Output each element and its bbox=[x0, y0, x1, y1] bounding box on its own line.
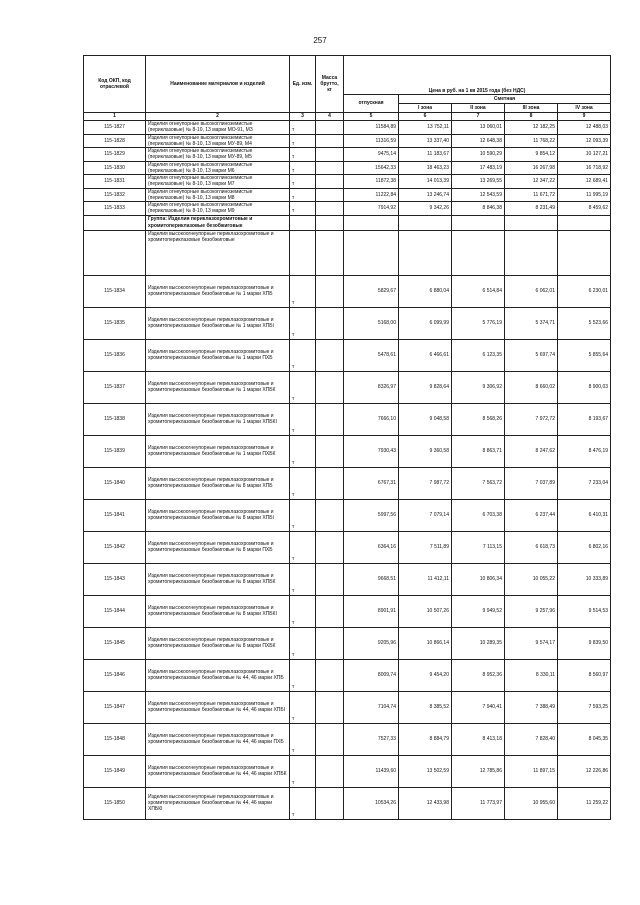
header-estimate-price: Сметная bbox=[399, 95, 611, 104]
price-zone-2: 7 940,41 bbox=[452, 691, 505, 723]
price-release: 7104,74 bbox=[344, 691, 399, 723]
empty-cell bbox=[84, 230, 146, 275]
price-zone-1: 10 507,26 bbox=[399, 595, 452, 627]
price-zone-2: 5 776,19 bbox=[452, 307, 505, 339]
item-mass bbox=[316, 435, 344, 467]
empty-cell bbox=[452, 215, 505, 230]
item-mass bbox=[316, 188, 344, 202]
price-zone-1: 7 987,72 bbox=[399, 467, 452, 499]
table-row bbox=[84, 691, 611, 723]
item-code: 115-1828 bbox=[84, 134, 146, 148]
price-zone-3: 8 247,62 bbox=[505, 435, 558, 467]
item-code: 115-1838 bbox=[84, 403, 146, 435]
column-number: 3 bbox=[290, 113, 316, 121]
item-code: 115-1841 bbox=[84, 499, 146, 531]
item-code: 115-1840 bbox=[84, 467, 146, 499]
price-release: 5168,00 bbox=[344, 307, 399, 339]
column-number-row bbox=[84, 113, 611, 121]
header-zone-1: I зона bbox=[399, 104, 452, 113]
price-zone-3: 8 231,49 bbox=[505, 202, 558, 216]
table-row bbox=[84, 499, 611, 531]
item-code: 115-1850 bbox=[84, 787, 146, 819]
item-name: Изделия огнеупорные высокоглиноземистые (периклазовые) № 8-10, 13 марки М9 bbox=[146, 202, 290, 216]
price-zone-1: 10 866,14 bbox=[399, 627, 452, 659]
price-zone-1: 11 183,67 bbox=[399, 148, 452, 162]
price-zone-4: 6 230,01 bbox=[558, 275, 611, 307]
table-row bbox=[84, 121, 611, 135]
price-release: 6767,31 bbox=[344, 467, 399, 499]
price-zone-4: 12 093,39 bbox=[558, 134, 611, 148]
item-unit: т bbox=[290, 202, 316, 216]
item-name: Изделия высокоогнеупорные периклазохромитовые и хромитопериклазовые безобжиговые № 8 марки ХПБІ bbox=[146, 499, 290, 531]
price-release: 11439,60 bbox=[344, 755, 399, 787]
price-zone-4: 8 045,35 bbox=[558, 723, 611, 755]
price-zone-1: 13 337,40 bbox=[399, 134, 452, 148]
price-zone-1: 6 466,61 bbox=[399, 339, 452, 371]
header-code: Код ОКП, код отраслевой bbox=[84, 56, 146, 113]
price-release: 11584,89 bbox=[344, 121, 399, 135]
item-code: 115-1846 bbox=[84, 659, 146, 691]
item-code: 115-1832 bbox=[84, 188, 146, 202]
price-zone-3: 10 055,22 bbox=[505, 563, 558, 595]
price-release: 8901,91 bbox=[344, 595, 399, 627]
table-row bbox=[84, 595, 611, 627]
item-code: 115-1843 bbox=[84, 563, 146, 595]
item-code: 115-1849 bbox=[84, 755, 146, 787]
price-zone-4: 12 226,86 bbox=[558, 755, 611, 787]
item-unit: т bbox=[290, 403, 316, 435]
item-mass bbox=[316, 275, 344, 307]
item-mass bbox=[316, 161, 344, 175]
empty-cell bbox=[290, 215, 316, 230]
item-mass bbox=[316, 595, 344, 627]
empty-cell bbox=[558, 215, 611, 230]
column-number: 9 bbox=[558, 113, 611, 121]
item-name: Изделия огнеупорные высокоглиноземистые (периклазовые) № 8-10, 13 марки МУ-89, М5 bbox=[146, 148, 290, 162]
item-unit: т bbox=[290, 499, 316, 531]
header-mass: Масса брутто, кг bbox=[316, 56, 344, 113]
price-zone-1: 12 433,98 bbox=[399, 787, 452, 819]
group-row bbox=[84, 215, 611, 230]
item-unit: т bbox=[290, 134, 316, 148]
price-zone-3: 11 671,72 bbox=[505, 188, 558, 202]
item-name: Изделия высокоогнеупорные периклазохромитовые и хромитопериклазовые безобжиговые № 1 марки ПХБ bbox=[146, 339, 290, 371]
item-unit: т bbox=[290, 121, 316, 135]
price-zone-3: 7 388,49 bbox=[505, 691, 558, 723]
price-zone-3: 16 267,98 bbox=[505, 161, 558, 175]
item-code: 115-1827 bbox=[84, 121, 146, 135]
price-release: 7930,43 bbox=[344, 435, 399, 467]
table-row bbox=[84, 307, 611, 339]
price-zone-4: 6 410,31 bbox=[558, 499, 611, 531]
price-zone-1: 11 412,11 bbox=[399, 563, 452, 595]
item-mass bbox=[316, 659, 344, 691]
column-number: 8 bbox=[505, 113, 558, 121]
item-unit: т bbox=[290, 563, 316, 595]
item-mass bbox=[316, 723, 344, 755]
item-code: 115-1830 bbox=[84, 161, 146, 175]
price-release: 9205,96 bbox=[344, 627, 399, 659]
item-name: Изделия высокоогнеупорные периклазохромитовые и хромитопериклазовые безобжиговые № 44, 46 марки ПХБ bbox=[146, 723, 290, 755]
price-zone-1: 9 048,58 bbox=[399, 403, 452, 435]
table-row bbox=[84, 563, 611, 595]
page-number: 257 bbox=[313, 36, 327, 45]
price-release: 11316,59 bbox=[344, 134, 399, 148]
price-zone-1: 9 828,64 bbox=[399, 371, 452, 403]
table-row bbox=[84, 175, 611, 189]
item-mass bbox=[316, 202, 344, 216]
item-code: 115-1844 bbox=[84, 595, 146, 627]
table-row bbox=[84, 755, 611, 787]
item-unit: т bbox=[290, 275, 316, 307]
column-number: 1 bbox=[84, 113, 146, 121]
empty-cell bbox=[290, 230, 316, 275]
price-zone-2: 8 568,26 bbox=[452, 403, 505, 435]
header-price: Цена в руб. на 1 кв 2015 года (без НДС) bbox=[344, 56, 611, 95]
item-code: 115-1842 bbox=[84, 531, 146, 563]
price-zone-3: 12 347,22 bbox=[505, 175, 558, 189]
item-unit: т bbox=[290, 175, 316, 189]
header-unit: Ед. изм. bbox=[290, 56, 316, 113]
price-release: 6364,16 bbox=[344, 531, 399, 563]
item-unit: т bbox=[290, 723, 316, 755]
item-name: Изделия огнеупорные высокоглиноземистые (периклазовые) № 8-10, 13 марки М6 bbox=[146, 161, 290, 175]
empty-cell bbox=[316, 215, 344, 230]
item-code: 115-1836 bbox=[84, 339, 146, 371]
item-code: 115-1847 bbox=[84, 691, 146, 723]
price-zone-4: 8 476,19 bbox=[558, 435, 611, 467]
item-name: Изделия высокоогнеупорные периклазохромитовые и хромитопериклазовые безобжиговые № 1 марки ХПБ bbox=[146, 275, 290, 307]
item-mass bbox=[316, 467, 344, 499]
price-zone-2: 11 773,97 bbox=[452, 787, 505, 819]
table-row bbox=[84, 723, 611, 755]
table-row bbox=[84, 202, 611, 216]
price-zone-2: 7 563,72 bbox=[452, 467, 505, 499]
price-zone-4: 5 523,66 bbox=[558, 307, 611, 339]
column-number: 4 bbox=[316, 113, 344, 121]
item-mass bbox=[316, 691, 344, 723]
price-release: 5997,56 bbox=[344, 499, 399, 531]
item-unit: т bbox=[290, 161, 316, 175]
price-zone-3: 9 257,96 bbox=[505, 595, 558, 627]
item-name: Изделия огнеупорные высокоглиноземистые (периклазовые) № 8-10, 13 марки МУ-89, М4 bbox=[146, 134, 290, 148]
table-row bbox=[84, 134, 611, 148]
price-zone-2: 17 483,19 bbox=[452, 161, 505, 175]
price-zone-2: 6 703,38 bbox=[452, 499, 505, 531]
item-unit: т bbox=[290, 339, 316, 371]
table-row bbox=[84, 148, 611, 162]
header-name: Наименование материалов и изделий bbox=[146, 56, 290, 113]
item-name: Изделия высокоогнеупорные периклазохромитовые и хромитопериклазовые безобжиговые № 1 марки ХПБІ bbox=[146, 307, 290, 339]
price-zone-3: 6 062,01 bbox=[505, 275, 558, 307]
item-name: Изделия высокоогнеупорные периклазохромитовые и хромитопериклазовые безобжиговые № 8 марки ПХБ bbox=[146, 531, 290, 563]
empty-cell bbox=[84, 215, 146, 230]
price-zone-4: 7 593,25 bbox=[558, 691, 611, 723]
price-release: 9668,51 bbox=[344, 563, 399, 595]
price-zone-1: 8 884,79 bbox=[399, 723, 452, 755]
price-zone-3: 5 374,71 bbox=[505, 307, 558, 339]
table-row bbox=[84, 467, 611, 499]
table-row bbox=[84, 403, 611, 435]
item-name: Изделия высокоогнеупорные периклазохромитовые и хромитопериклазовые безобжиговые № 8 марки ПХБК bbox=[146, 627, 290, 659]
item-unit: т bbox=[290, 467, 316, 499]
header-zone-3: III зона bbox=[505, 104, 558, 113]
item-code: 115-1848 bbox=[84, 723, 146, 755]
price-table bbox=[83, 55, 611, 820]
item-name: Изделия высокоогнеупорные периклазохромитовые и хромитопериклазовые безобжиговые № 8 марки ХПБ bbox=[146, 467, 290, 499]
price-zone-4: 8 560,97 bbox=[558, 659, 611, 691]
item-name: Изделия огнеупорные высокоглиноземистые (периклазовые) № 8-10, 13 марки М7 bbox=[146, 175, 290, 189]
item-mass bbox=[316, 755, 344, 787]
item-unit: т bbox=[290, 755, 316, 787]
price-zone-1: 7 079,14 bbox=[399, 499, 452, 531]
item-unit: т bbox=[290, 435, 316, 467]
empty-cell bbox=[399, 215, 452, 230]
item-mass bbox=[316, 307, 344, 339]
item-unit: т bbox=[290, 595, 316, 627]
item-code: 115-1829 bbox=[84, 148, 146, 162]
table-row bbox=[84, 275, 611, 307]
price-zone-4: 16 718,92 bbox=[558, 161, 611, 175]
price-zone-1: 9 360,58 bbox=[399, 435, 452, 467]
item-name: Изделия огнеупорные высокоглиноземистые (периклазовые) № 8-10, 13 марки МО-91, МЗ bbox=[146, 121, 290, 135]
empty-cell bbox=[505, 215, 558, 230]
price-zone-4: 12 689,41 bbox=[558, 175, 611, 189]
price-zone-1: 13 246,74 bbox=[399, 188, 452, 202]
price-zone-4: 12 488,03 bbox=[558, 121, 611, 135]
column-number: 2 bbox=[146, 113, 290, 121]
subgroup-title: Изделия высокоогнеупорные периклазохромитовые и хромитопериклазовые безобжиговые bbox=[146, 230, 290, 275]
price-zone-2: 9 306,92 bbox=[452, 371, 505, 403]
item-name: Изделия высокоогнеупорные периклазохромитовые и хромитопериклазовые безобжиговые № 44, 46 марки ХПБІ bbox=[146, 691, 290, 723]
header-release-price: отпускная bbox=[344, 95, 399, 113]
price-zone-3: 7 972,72 bbox=[505, 403, 558, 435]
price-zone-2: 7 113,15 bbox=[452, 531, 505, 563]
item-mass bbox=[316, 134, 344, 148]
price-release: 7914,92 bbox=[344, 202, 399, 216]
item-unit: т bbox=[290, 659, 316, 691]
table-row bbox=[84, 787, 611, 819]
price-zone-2: 10 806,34 bbox=[452, 563, 505, 595]
item-unit: т bbox=[290, 188, 316, 202]
table-row bbox=[84, 371, 611, 403]
price-zone-1: 18 463,23 bbox=[399, 161, 452, 175]
price-release: 5829,67 bbox=[344, 275, 399, 307]
price-zone-3: 8 660,02 bbox=[505, 371, 558, 403]
price-zone-3: 9 854,12 bbox=[505, 148, 558, 162]
price-release: 8326,97 bbox=[344, 371, 399, 403]
price-zone-4: 5 855,64 bbox=[558, 339, 611, 371]
table-row bbox=[84, 339, 611, 371]
price-zone-2: 9 949,52 bbox=[452, 595, 505, 627]
item-unit: т bbox=[290, 627, 316, 659]
item-code: 115-1833 bbox=[84, 202, 146, 216]
item-unit: т bbox=[290, 531, 316, 563]
price-zone-2: 6 514,84 bbox=[452, 275, 505, 307]
price-zone-3: 12 182,25 bbox=[505, 121, 558, 135]
price-zone-4: 9 514,53 bbox=[558, 595, 611, 627]
empty-cell bbox=[316, 230, 344, 275]
price-zone-3: 6 618,73 bbox=[505, 531, 558, 563]
price-zone-2: 12 785,86 bbox=[452, 755, 505, 787]
table-body bbox=[84, 121, 611, 820]
item-code: 115-1834 bbox=[84, 275, 146, 307]
price-zone-2: 13 269,55 bbox=[452, 175, 505, 189]
table-row bbox=[84, 627, 611, 659]
item-name: Изделия огнеупорные высокоглиноземистые (периклазовые) № 8-10, 13 марки М8 bbox=[146, 188, 290, 202]
item-code: 115-1831 bbox=[84, 175, 146, 189]
price-zone-1: 8 385,52 bbox=[399, 691, 452, 723]
item-unit: т bbox=[290, 787, 316, 819]
item-unit: т bbox=[290, 148, 316, 162]
item-mass bbox=[316, 339, 344, 371]
price-zone-2: 8 413,18 bbox=[452, 723, 505, 755]
price-zone-2: 8 846,38 bbox=[452, 202, 505, 216]
item-name: Изделия высокоогнеупорные периклазохромитовые и хромитопериклазовые безобжиговые № 44, 46 марки ХПБКІ bbox=[146, 787, 290, 819]
price-zone-3: 7 828,40 bbox=[505, 723, 558, 755]
price-zone-1: 9 342,26 bbox=[399, 202, 452, 216]
item-mass bbox=[316, 121, 344, 135]
item-mass bbox=[316, 563, 344, 595]
price-zone-1: 14 013,39 bbox=[399, 175, 452, 189]
price-zone-4: 8 900,03 bbox=[558, 371, 611, 403]
price-zone-2: 10 289,35 bbox=[452, 627, 505, 659]
item-mass bbox=[316, 175, 344, 189]
price-release: 10534,26 bbox=[344, 787, 399, 819]
table-row bbox=[84, 161, 611, 175]
price-zone-2: 13 060,01 bbox=[452, 121, 505, 135]
empty-cell bbox=[505, 230, 558, 275]
table-row bbox=[84, 435, 611, 467]
item-unit: т bbox=[290, 307, 316, 339]
price-zone-1: 6 880,04 bbox=[399, 275, 452, 307]
price-zone-2: 12 543,59 bbox=[452, 188, 505, 202]
table-row bbox=[84, 659, 611, 691]
item-code: 115-1845 bbox=[84, 627, 146, 659]
item-mass bbox=[316, 787, 344, 819]
price-zone-3: 9 574,17 bbox=[505, 627, 558, 659]
item-name: Изделия высокоогнеупорные периклазохромитовые и хромитопериклазовые безобжиговые № 8 марки ХПБК bbox=[146, 563, 290, 595]
price-zone-4: 11 995,19 bbox=[558, 188, 611, 202]
item-mass bbox=[316, 371, 344, 403]
item-name: Изделия высокоогнеупорные периклазохромитовые и хромитопериклазовые безобжиговые № 1 марки ХПБК bbox=[146, 371, 290, 403]
price-release: 11222,84 bbox=[344, 188, 399, 202]
item-code: 115-1835 bbox=[84, 307, 146, 339]
price-release: 15642,33 bbox=[344, 161, 399, 175]
price-zone-1: 6 099,99 bbox=[399, 307, 452, 339]
table-header bbox=[84, 56, 611, 121]
item-mass bbox=[316, 627, 344, 659]
price-zone-4: 11 259,22 bbox=[558, 787, 611, 819]
item-name: Изделия высокоогнеупорные периклазохромитовые и хромитопериклазовые безобжиговые № 8 марки ХПБКІ bbox=[146, 595, 290, 627]
price-zone-3: 7 037,89 bbox=[505, 467, 558, 499]
table-row bbox=[84, 531, 611, 563]
group-title: Группа: Изделия периклазохромитовые и хромитопериклазовые безобжиговые bbox=[146, 215, 290, 230]
price-release: 5478,61 bbox=[344, 339, 399, 371]
empty-cell bbox=[558, 230, 611, 275]
price-zone-4: 6 802,16 bbox=[558, 531, 611, 563]
price-release: 7666,10 bbox=[344, 403, 399, 435]
price-zone-4: 8 193,67 bbox=[558, 403, 611, 435]
item-name: Изделия высокоогнеупорные периклазохромитовые и хромитопериклазовые безобжиговые № 44, 46 марки ХПБК bbox=[146, 755, 290, 787]
price-release: 8009,74 bbox=[344, 659, 399, 691]
price-release: 11872,38 bbox=[344, 175, 399, 189]
header-zone-4: IV зона bbox=[558, 104, 611, 113]
price-zone-2: 8 952,36 bbox=[452, 659, 505, 691]
price-zone-3: 8 330,11 bbox=[505, 659, 558, 691]
price-zone-4: 8 459,62 bbox=[558, 202, 611, 216]
item-name: Изделия высокоогнеупорные периклазохромитовые и хромитопериклазовые безобжиговые № 1 марки ПХБК bbox=[146, 435, 290, 467]
empty-cell bbox=[399, 230, 452, 275]
item-mass bbox=[316, 499, 344, 531]
price-zone-2: 12 648,38 bbox=[452, 134, 505, 148]
price-zone-4: 10 127,21 bbox=[558, 148, 611, 162]
price-zone-4: 7 233,04 bbox=[558, 467, 611, 499]
empty-cell bbox=[452, 230, 505, 275]
price-zone-4: 9 839,50 bbox=[558, 627, 611, 659]
price-zone-1: 9 454,20 bbox=[399, 659, 452, 691]
empty-cell bbox=[344, 230, 399, 275]
item-code: 115-1837 bbox=[84, 371, 146, 403]
price-zone-2: 8 863,71 bbox=[452, 435, 505, 467]
item-unit: т bbox=[290, 371, 316, 403]
item-code: 115-1839 bbox=[84, 435, 146, 467]
price-zone-4: 10 333,89 bbox=[558, 563, 611, 595]
column-number: 7 bbox=[452, 113, 505, 121]
empty-cell bbox=[344, 215, 399, 230]
price-zone-2: 6 123,35 bbox=[452, 339, 505, 371]
price-zone-3: 11 897,15 bbox=[505, 755, 558, 787]
column-number: 5 bbox=[344, 113, 399, 121]
price-zone-2: 10 590,29 bbox=[452, 148, 505, 162]
price-release: 7527,33 bbox=[344, 723, 399, 755]
price-zone-3: 6 237,44 bbox=[505, 499, 558, 531]
item-unit: т bbox=[290, 691, 316, 723]
price-zone-3: 5 697,74 bbox=[505, 339, 558, 371]
item-mass bbox=[316, 531, 344, 563]
table-row bbox=[84, 188, 611, 202]
item-name: Изделия высокоогнеупорные периклазохромитовые и хромитопериклазовые безобжиговые № 1 марки ХПБКІ bbox=[146, 403, 290, 435]
item-mass bbox=[316, 403, 344, 435]
price-zone-1: 13 502,59 bbox=[399, 755, 452, 787]
price-zone-3: 11 768,22 bbox=[505, 134, 558, 148]
column-number: 6 bbox=[399, 113, 452, 121]
subgroup-row bbox=[84, 230, 611, 275]
item-mass bbox=[316, 148, 344, 162]
price-zone-3: 10 955,60 bbox=[505, 787, 558, 819]
header-zone-2: II зона bbox=[452, 104, 505, 113]
price-zone-1: 13 752,11 bbox=[399, 121, 452, 135]
item-name: Изделия высокоогнеупорные периклазохромитовые и хромитопериклазовые безобжиговые № 44, 46 марки ХПБ bbox=[146, 659, 290, 691]
price-release: 9475,14 bbox=[344, 148, 399, 162]
price-zone-1: 7 511,89 bbox=[399, 531, 452, 563]
